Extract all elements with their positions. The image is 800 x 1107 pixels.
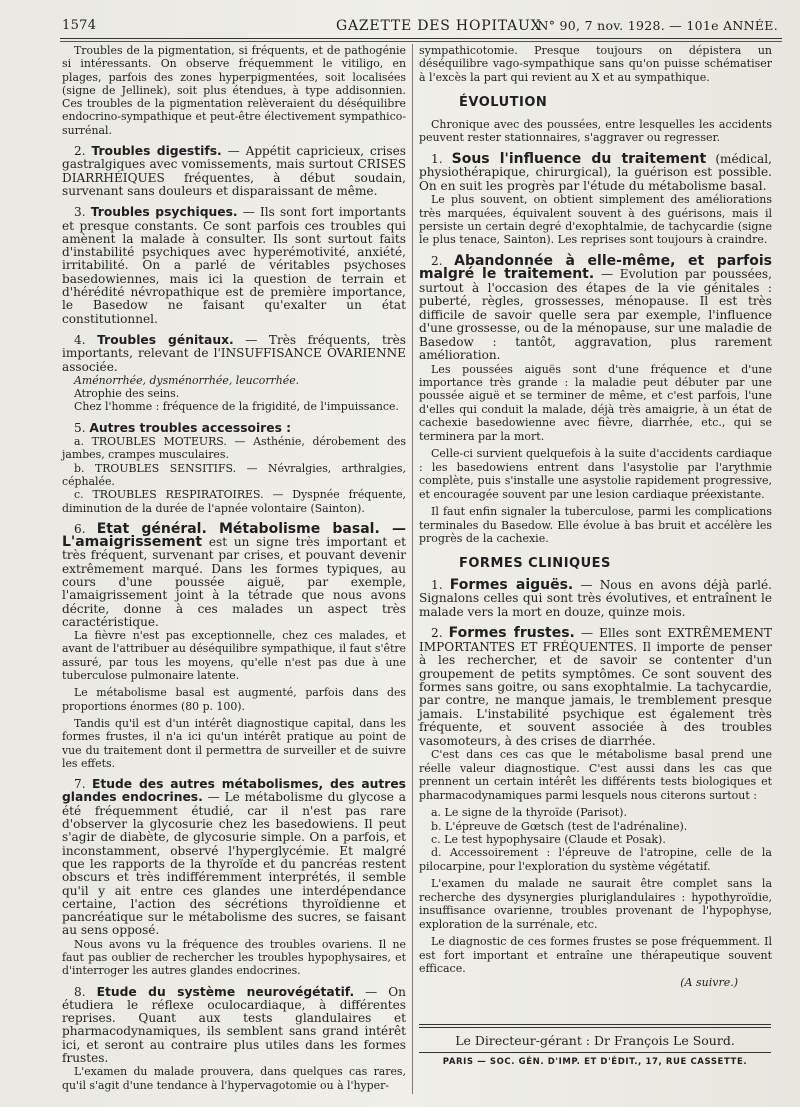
section-number: 4. — [74, 332, 86, 347]
paragraph: Celle-ci survient quelquefois à la suite d'accidents cardiaque : les basedowiens entrent dans l'asystolie par l'arythmie complète, puis s'installe une asystolie rapidement progressive, et encouragée souvent par une lesion cardiaque préexistante. — [419, 447, 772, 501]
list-item: b. L'épreuve de Gœtsch (test de l'adrénaline). — [431, 819, 688, 833]
heading-clinical-forms: FORMES CLINIQUES — [459, 556, 611, 572]
paragraph: Le plus souvent, on obtient simplement des améliorations très marquées, équivalent souvent à des guérisons, mais il persiste un certain degré d'exophtalmie, de tachycardie (signe le plus tenace, Sainton). Les reprises sont toujours à craindre. — [419, 193, 772, 247]
section-number: 2. — [431, 253, 443, 268]
section-untreated — [419, 252, 772, 363]
left-column — [62, 44, 406, 1096]
section-number: 1. — [431, 577, 443, 592]
section-text: est un signe très important et très fréquent, survenant par crises, et pouvant devenir extrêmement marqué. Dans les formes typiques, au cours d'une poussée aiguë, par exemple, l'amaigrissement joint à la tétrade que nous avons décrite, donne à ces malades un aspect très caractéristique. — [62, 535, 406, 629]
section-number: 7. — [74, 777, 86, 792]
page-header — [62, 18, 780, 38]
printer-imprint: PARIS — SOC. GÉN. D'IMP. ET D'ÉDIT., 17, RUE CASSETTE. — [442, 1057, 748, 1067]
section-general-state — [62, 520, 406, 629]
paragraph: C'est dans ces cas que le métabolisme basal prend une réelle valeur diagnostique. C'est aussi dans les cas que prennent un certain intérêt les différents tests biologiques et pharmacodynamiques parmi lesquels nous citerons surtout : — [419, 748, 772, 802]
paragraph-pigmentation: Troubles de la pigmentation, si fréquents, et de pathogénie si intéressants. On observe fréquemment le vitiligo, en plages, parfois des zones hyperpigmentées, soit localisées (signe de Jellinek), soit plus étendues, à type addisonnien. Ces troubles de la pigmentation relèveraient du déséquilibre endocrino-sympathique et peut-être électivement sympathico-surrénal. — [62, 44, 406, 137]
footer-rule-bottom — [419, 1052, 771, 1053]
section-neurovegetative — [62, 986, 406, 1066]
section-number: 6. — [74, 521, 86, 536]
page-number: 1574 — [62, 18, 97, 33]
section-heading: Troubles psychiques. — [90, 205, 238, 220]
section-text: — On étudiera le réflexe oculocardiaque, à différentes reprises. Quant aux tests glandulaires et pharmacodynamiques, ils semblent sans grand intérêt ici, et seront au contraire plus utiles dans les formes frustes. — [62, 984, 406, 1066]
section-text: — Très fréquents, très importants, relevant de l'INSUFFISANCE OVARIENNE associée. — [62, 332, 406, 374]
section-number: 8. — [74, 984, 86, 999]
section-heading: Autres troubles accessoires : — [89, 420, 292, 435]
section-text: — Ils sont fort importants et presque constants. Ce sont parfois ces troubles qui amènent la malade à consulter. Ils sont surtout faits d'instabilité psychiques avec hyperémotivité, anxiété, irritabilité. On a parlé de véritables psychoses basedowiennes, mais ici la question de terrain et d'hérédité névropathique est de première importance, le Basedow ne faisant qu'exalter un état constitutionnel. — [62, 205, 406, 326]
section-heading: Troubles digestifs. — [91, 144, 222, 159]
footer-rule-double — [419, 1027, 771, 1028]
section-text: — Le métabolisme du glycose a été fréquemment étudié, car il n'est pas rare d'observer la glycosurie chez les basedowiens. Il peut s'agir de diabète, de glycosurie simple. On a parfois, et inconstamment, observé l'hyperglycémie. Et malgré que les rapports de la thyroïde et du pancréas restent obscurs et très indifféremment interprétés, il semble qu'il y ait entre ces glandes une interdépendance certaine, l'action des sécrétions thyroïdienne et pancréatique sur le métabolisme des sucres, se faisant au sens opposé. — [62, 790, 406, 938]
list-item: c. Le test hypophysaire (Claude et Posak). — [431, 833, 666, 847]
section-number: 1. — [431, 151, 443, 166]
section-text: — Elles sont EXTRÊMEMENT IMPORTANTES ET FRÉQUENTES. Il importe de penser à les rechercher, et de savoir se contenter d'un groupement de petits symptômes. Ce sont souvent des formes sans goitre, ou sans exophtalmie. La tachycardie, par contre, ne manque jamais, le tremblement presque jamais. L'instabilité psychique est également très fréquente, et souvent associée à des troubles vasomoteurs, à des crises de diarrhée. — [419, 626, 772, 748]
issue-info: N° 90, 7 nov. 1928. — 101e ANNÉE. — [537, 18, 778, 33]
paragraph: La fièvre n'est pas exceptionnelle, chez ces malades, et avant de l'attribuer au déséquilibre sympathique, il faut s'être assuré, par tous les moyens, qu'elle n'est pas due à une tuberculose pulmonaire latente. — [62, 629, 406, 683]
paragraph: L'examen du malade prouvera, dans quelques cas rares, qu'il s'agit d'une tendance à l'hypervagotomie ou à l'hyper- — [62, 1065, 406, 1092]
section-heading: Formes frustes. — [448, 625, 575, 642]
section-frustes-forms — [419, 627, 772, 748]
section-number: 2. — [431, 626, 443, 641]
journal-title: GAZETTE DES HOPITAUX — [336, 18, 542, 34]
section-number: 5. — [74, 420, 86, 435]
to-be-continued: (A suivre.) — [680, 975, 738, 989]
paragraph: Chronique avec des poussées, entre lesquelles les accidents peuvent rester stationnaires, s'aggraver ou regresser. — [419, 117, 772, 145]
director-line: Le Directeur-gérant : Dr François Le Sourd. — [455, 1033, 735, 1048]
list-item: a. Le signe de la thyroïde (Parisot). — [431, 806, 627, 820]
section-digestive — [62, 145, 406, 198]
list-item: Atrophie des seins. — [74, 387, 180, 401]
section-heading: Etude des autres métabolismes, des autres glandes endocrines. — [62, 777, 406, 805]
list-item: c. TROUBLES RESPIRATOIRES. — Dyspnée fréquente, diminution de la durée de l'apnée volontaire (Sainton). — [62, 488, 406, 515]
section-genital — [62, 334, 406, 374]
section-text: — Nous en avons déjà parlé. Signalons celles qui sont très évolutives, et entraînent le malade vers la mort en douze, quinze mois. — [419, 577, 772, 619]
list-item: a. TROUBLES MOTEURS. — Asthénie, dérobement des jambes, crampes musculaires. — [62, 435, 406, 462]
section-text: — Appétit capricieux, crises gastralgiques avec vomissements, mais surtout CRISES DIARRHÉIQUES fréquentes, à début soudain, survenant sans douleurs et disparaissant de même. — [62, 144, 406, 198]
paragraph-continuation: sympathicotomie. Presque toujours on dépistera un déséquilibre vago-sympathique sans qu'on puisse schématiser à l'excès la part qui revient au X et au sympathique. — [419, 44, 772, 84]
paragraph: Le diagnostic de ces formes frustes se pose fréquemment. Il est fort important et entraîne une thérapeutique souvent efficace. — [419, 935, 772, 976]
section-accessory — [62, 422, 406, 435]
section-metabolisms — [62, 778, 406, 938]
footer-rule — [419, 1024, 771, 1025]
section-heading: Abandonnée à elle-même, et parfois malgré le traitement. — [419, 252, 772, 283]
paragraph: Nous avons vu la fréquence des troubles ovariens. Il ne faut pas oublier de rechercher les troubles hypophysaires, et d'interroger les autres glandes endocrines. — [62, 937, 406, 978]
section-psychic — [62, 206, 406, 326]
section-text: — Evolution par poussées, surtout à l'occasion des étapes de la vie génitales : puberté, règles, grossesses, ménopause. Il est très difficile de savoir quelle sera par exemple, l'influence d'une grossesse, ou de la ménopause, sur une maladie de Basedow : tantôt, aggravation, plus rarement amélioration. — [419, 267, 772, 363]
section-treatment — [419, 150, 772, 193]
section-number: 3. — [74, 205, 86, 220]
paragraph: Les poussées aiguës sont d'une fréquence et d'une importance très grande : la maladie peut débuter par une poussée aiguë et se terminer de même, et c'est parfois, l'une d'elles qui conduit la malade, déjà très amaigrie, à un état de cachexie basedowienne avec fièvre, diarrhée, etc., qui se terminera par la mort. — [419, 362, 772, 443]
section-heading: Formes aiguës. — [449, 576, 574, 593]
right-column — [419, 44, 772, 989]
paragraph: Il faut enfin signaler la tuberculose, parmi les complications terminales du Basedow. Elle évolue à bas bruit et accélère les progrès de la cachexie. — [419, 505, 772, 545]
header-rule — [60, 38, 782, 39]
section-heading: Etude du système neurovégétatif. — [96, 984, 355, 999]
heading-evolution: ÉVOLUTION — [459, 95, 548, 111]
section-text: (médical, physiothérapique, chirurgical), la guérison est possible. On en suit les progrès par l'étude du métabolisme basal. — [419, 151, 772, 193]
section-heading: Etat général. Métabolisme basal. — L'amaigrissement — [62, 520, 406, 551]
list-item: Chez l'homme : fréquence de la frigidité, de l'impuissance. — [74, 400, 399, 414]
list-item: b. TROUBLES SENSITIFS. — Névralgies, arthralgies, céphalée. — [62, 461, 406, 488]
section-heading: Sous l'influence du traitement — [451, 150, 707, 167]
list-item: Aménorrhée, dysménorrhée, leucorrhée. — [74, 373, 300, 387]
paragraph: Le métabolisme basal est augmenté, parfois dans des proportions énormes (80 p. 100). — [62, 686, 406, 713]
column-divider — [412, 44, 413, 1094]
section-heading: Troubles génitaux. — [97, 332, 234, 347]
section-acute-forms — [419, 576, 772, 619]
header-rule-double — [60, 41, 782, 42]
list-item: d. Accessoirement : l'épreuve de l'atropine, celle de la pilocarpine, pour l'exploration du système végétatif. — [419, 846, 772, 873]
paragraph: Tandis qu'il est d'un intérêt diagnostique capital, dans les formes frustes, il n'a ici qu'un intérêt pratique au point de vue du traitement dont il permettra de surveiller et de suivre les effets. — [62, 716, 406, 770]
section-number: 2. — [74, 144, 86, 159]
paragraph: L'examen du malade ne saurait être complet sans la recherche des dysynergies pluriglandulaires : hypothyroïdie, insuffisance ovarienne, troubles provenant de l'hypophyse, exploration de la surrénale, etc. — [419, 877, 772, 931]
